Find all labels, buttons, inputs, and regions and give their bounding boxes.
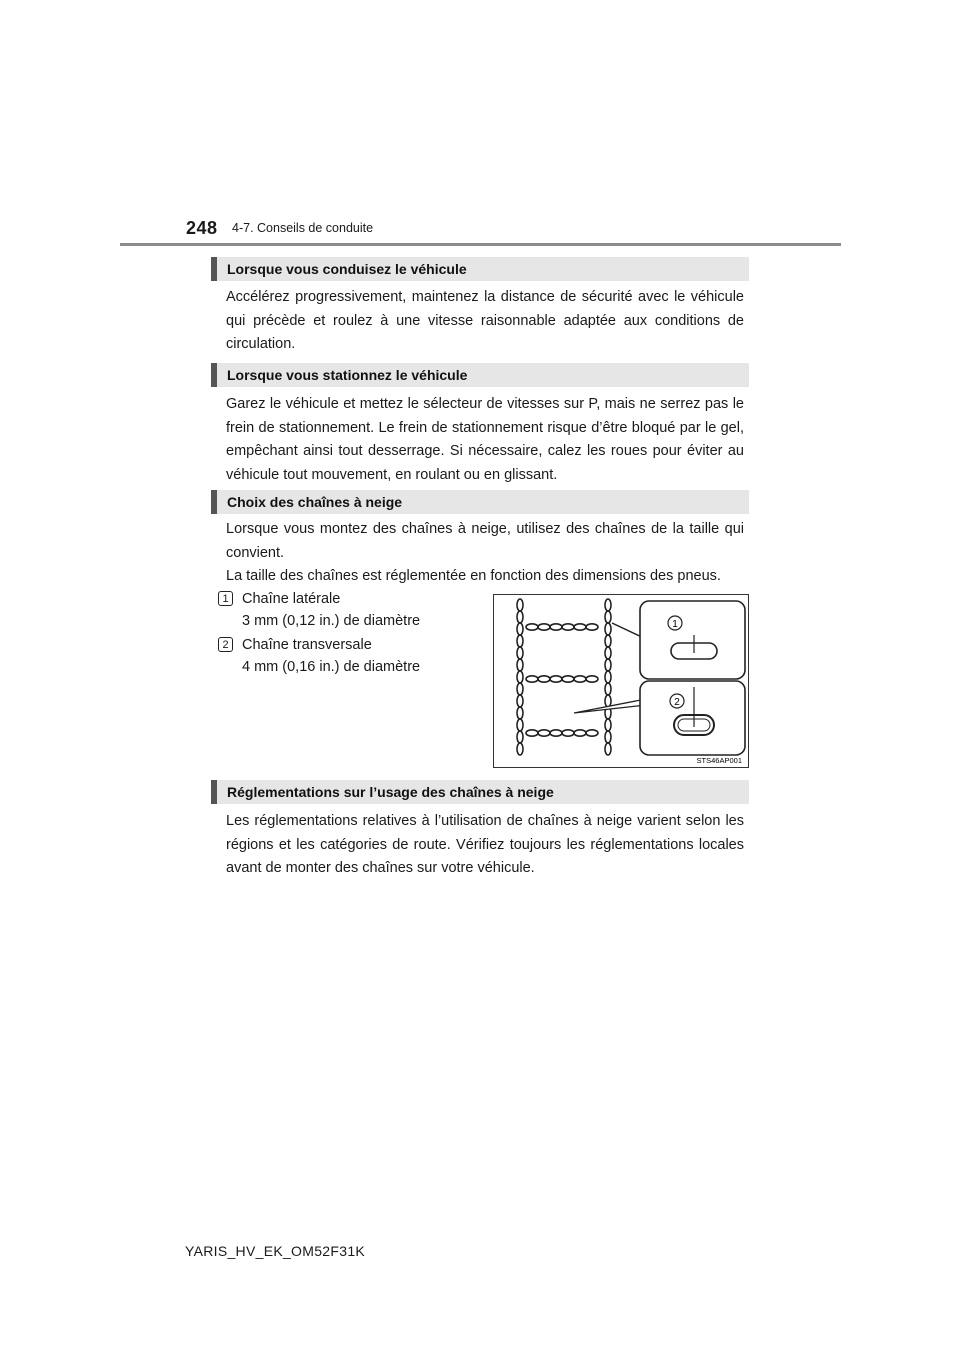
callout-number: 1 bbox=[672, 619, 678, 630]
list-item-detail: 4 mm (0,16 in.) de diamètre bbox=[242, 659, 421, 675]
paragraph-parking: Garez le véhicule et mettez le sélecteur de vitesses sur P, mais ne serrez pas le frein de stationnement. Le frein de stationnement risque d’être bloqué par le gel, empêchant ainsi tout desserrage. Si nécessaire, calez les roues pour éviter au véhicule tout mouvement, en roulant ou en glissant. bbox=[226, 396, 744, 483]
list-item-side-chain bbox=[242, 588, 420, 632]
snow-chain-illustration bbox=[493, 594, 749, 768]
page-number: 248 bbox=[186, 218, 218, 238]
document-code: YARIS_HV_EK_OM52F31K bbox=[185, 1243, 366, 1259]
list-item-title: Chaîne latérale bbox=[242, 591, 341, 607]
callout-number: 2 bbox=[674, 697, 680, 708]
paragraph-chain-regulations: Les réglementations relatives à l’utilisation de chaînes à neige varient selon les régions et les catégories de route. Vérifiez toujours les réglementations locales avant de monter des chaînes sur votre véhicule. bbox=[226, 813, 744, 876]
paragraph-chains-size: Lorsque vous montez des chaînes à neige, utilisez des chaînes de la taille qui convient. bbox=[226, 521, 744, 561]
chapter-title: 4-7. Conseils de conduite bbox=[232, 221, 374, 235]
list-item-title: Chaîne transversale bbox=[242, 637, 372, 653]
side-chain-right bbox=[605, 599, 611, 755]
cross-chain-middle bbox=[526, 676, 598, 682]
section-heading-chains-choice: Choix des chaînes à neige bbox=[211, 490, 749, 514]
list-number-badge: 1 bbox=[218, 591, 233, 606]
section-heading-driving: Lorsque vous conduisez le véhicule bbox=[211, 257, 749, 281]
paragraph-chains-choice bbox=[226, 518, 744, 589]
list-number-badge: 2 bbox=[218, 637, 233, 652]
cross-chain-bottom bbox=[526, 730, 598, 736]
list-item-detail: 3 mm (0,12 in.) de diamètre bbox=[242, 613, 421, 629]
list-item-cross-chain bbox=[242, 634, 420, 678]
paragraph-driving: Accélérez progressivement, maintenez la distance de sécurité avec le véhicule qui précède et roulez à une vitesse raisonnable adaptée aux conditions de circulation. bbox=[226, 289, 744, 352]
section-heading-parking: Lorsque vous stationnez le véhicule bbox=[211, 363, 749, 387]
callout-box-side-chain bbox=[640, 601, 745, 679]
header-divider bbox=[120, 243, 841, 246]
cross-chain-top bbox=[526, 624, 598, 630]
snow-chain-diagram bbox=[494, 595, 748, 767]
paragraph-chains-regulation: La taille des chaînes est réglementée en fonction des dimensions des pneus. bbox=[226, 568, 721, 584]
side-chain-left bbox=[517, 599, 523, 755]
section-heading-chain-regulations: Réglementations sur l’usage des chaînes à neige bbox=[211, 780, 749, 804]
figure-code: STS46AP001 bbox=[696, 756, 742, 765]
